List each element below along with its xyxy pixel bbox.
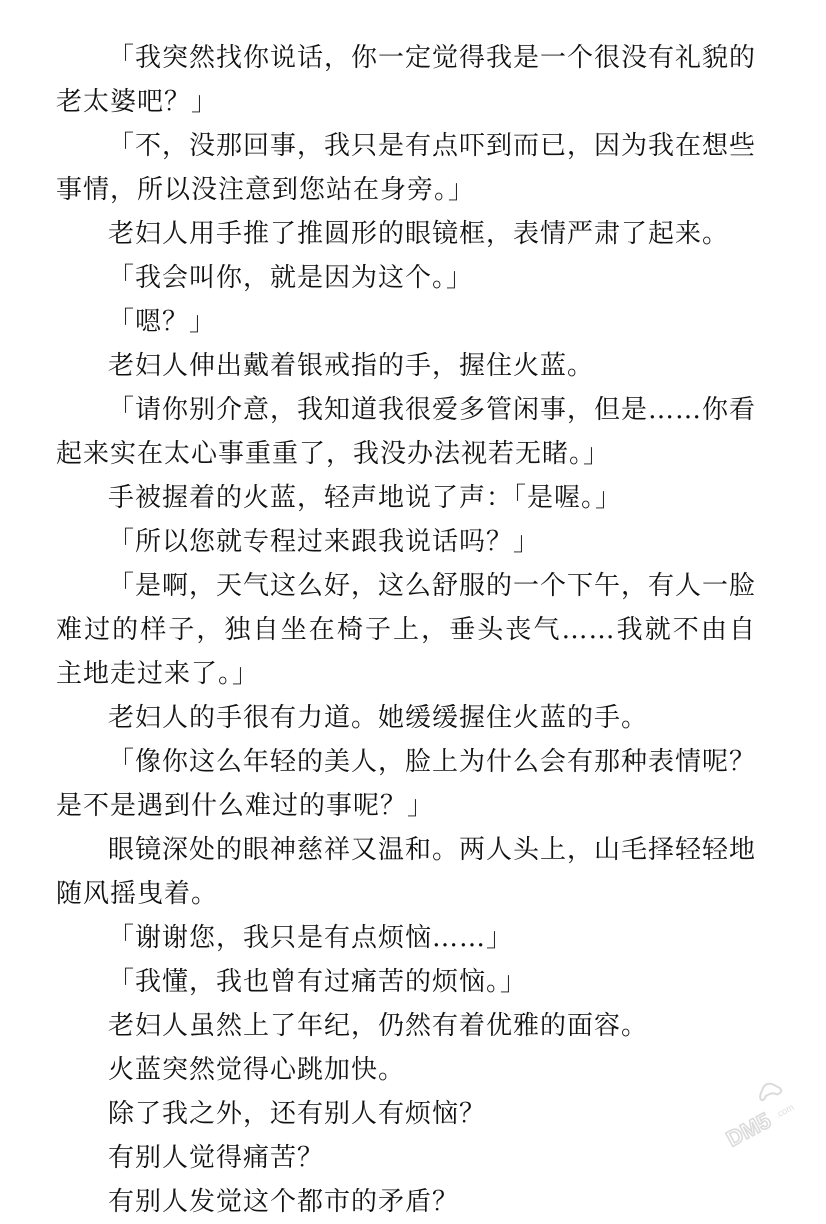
paragraph-14: 「谢谢您，我只是有点烦恼……」	[108, 923, 514, 953]
paragraph-13: 眼镜深处的眼神慈祥又温和。两人头上，山毛择轻轻地随风摇曳着。	[56, 835, 757, 909]
paragraph-4: 「我会叫你，就是因为这个。」	[108, 263, 474, 293]
document-page	[56, 36, 756, 1224]
paragraph-20: 有别人发觉这个都市的矛盾？	[108, 1187, 460, 1217]
paragraph-19: 有别人觉得痛苦？	[108, 1143, 325, 1173]
paragraph-12: 「像你这么年轻的美人，脸上为什么会有那种表情呢？是不是遇到什么难过的事呢？」	[56, 747, 757, 821]
paragraph-3: 老妇人用手推了推圆形的眼镜框，表情严肃了起来。	[108, 219, 730, 249]
watermark-logo-text: DM5	[722, 1107, 775, 1152]
paragraph-8: 手被握着的火蓝，轻声地说了声：「是喔。」	[108, 483, 623, 513]
paragraph-11: 老妇人的手很有力道。她缓缓握住火蓝的手。	[108, 703, 649, 733]
paragraph-18: 除了我之外，还有别人有烦恼？	[108, 1099, 487, 1129]
paragraph-17: 火蓝突然觉得心跳加快。	[108, 1055, 406, 1085]
paragraph-1: 「我突然找你说话，你一定觉得我是一个很没有礼貌的老太婆吧？」	[56, 43, 757, 117]
paragraph-15: 「我懂，我也曾有过痛苦的烦恼。」	[108, 967, 528, 997]
controller-icon	[756, 1079, 782, 1102]
paragraph-5: 「嗯？」	[108, 307, 217, 337]
paragraph-10: 「是啊，天气这么好，这么舒服的一个下午，有人一脸难过的样子，独自坐在椅子上，垂头丧气……我就不由自主地走过来了。」	[56, 571, 757, 689]
paragraph-7: 「请你别介意，我知道我很爱多管闲事，但是……你看起来实在太心事重重了，我没办法视若无睹。」	[56, 395, 757, 469]
paragraph-2: 「不，没那回事，我只是有点吓到而已，因为我在想些事情，所以没注意到您站在身旁。」	[56, 131, 757, 205]
watermark-logo-domain: .com	[773, 1101, 796, 1120]
paragraph-9: 「所以您就专程过来跟我说话吗？」	[108, 527, 541, 557]
paragraph-6: 老妇人伸出戴着银戒指的手，握住火蓝。	[108, 351, 595, 381]
paragraph-16: 老妇人虽然上了年纪，仍然有着优雅的面容。	[108, 1011, 649, 1041]
